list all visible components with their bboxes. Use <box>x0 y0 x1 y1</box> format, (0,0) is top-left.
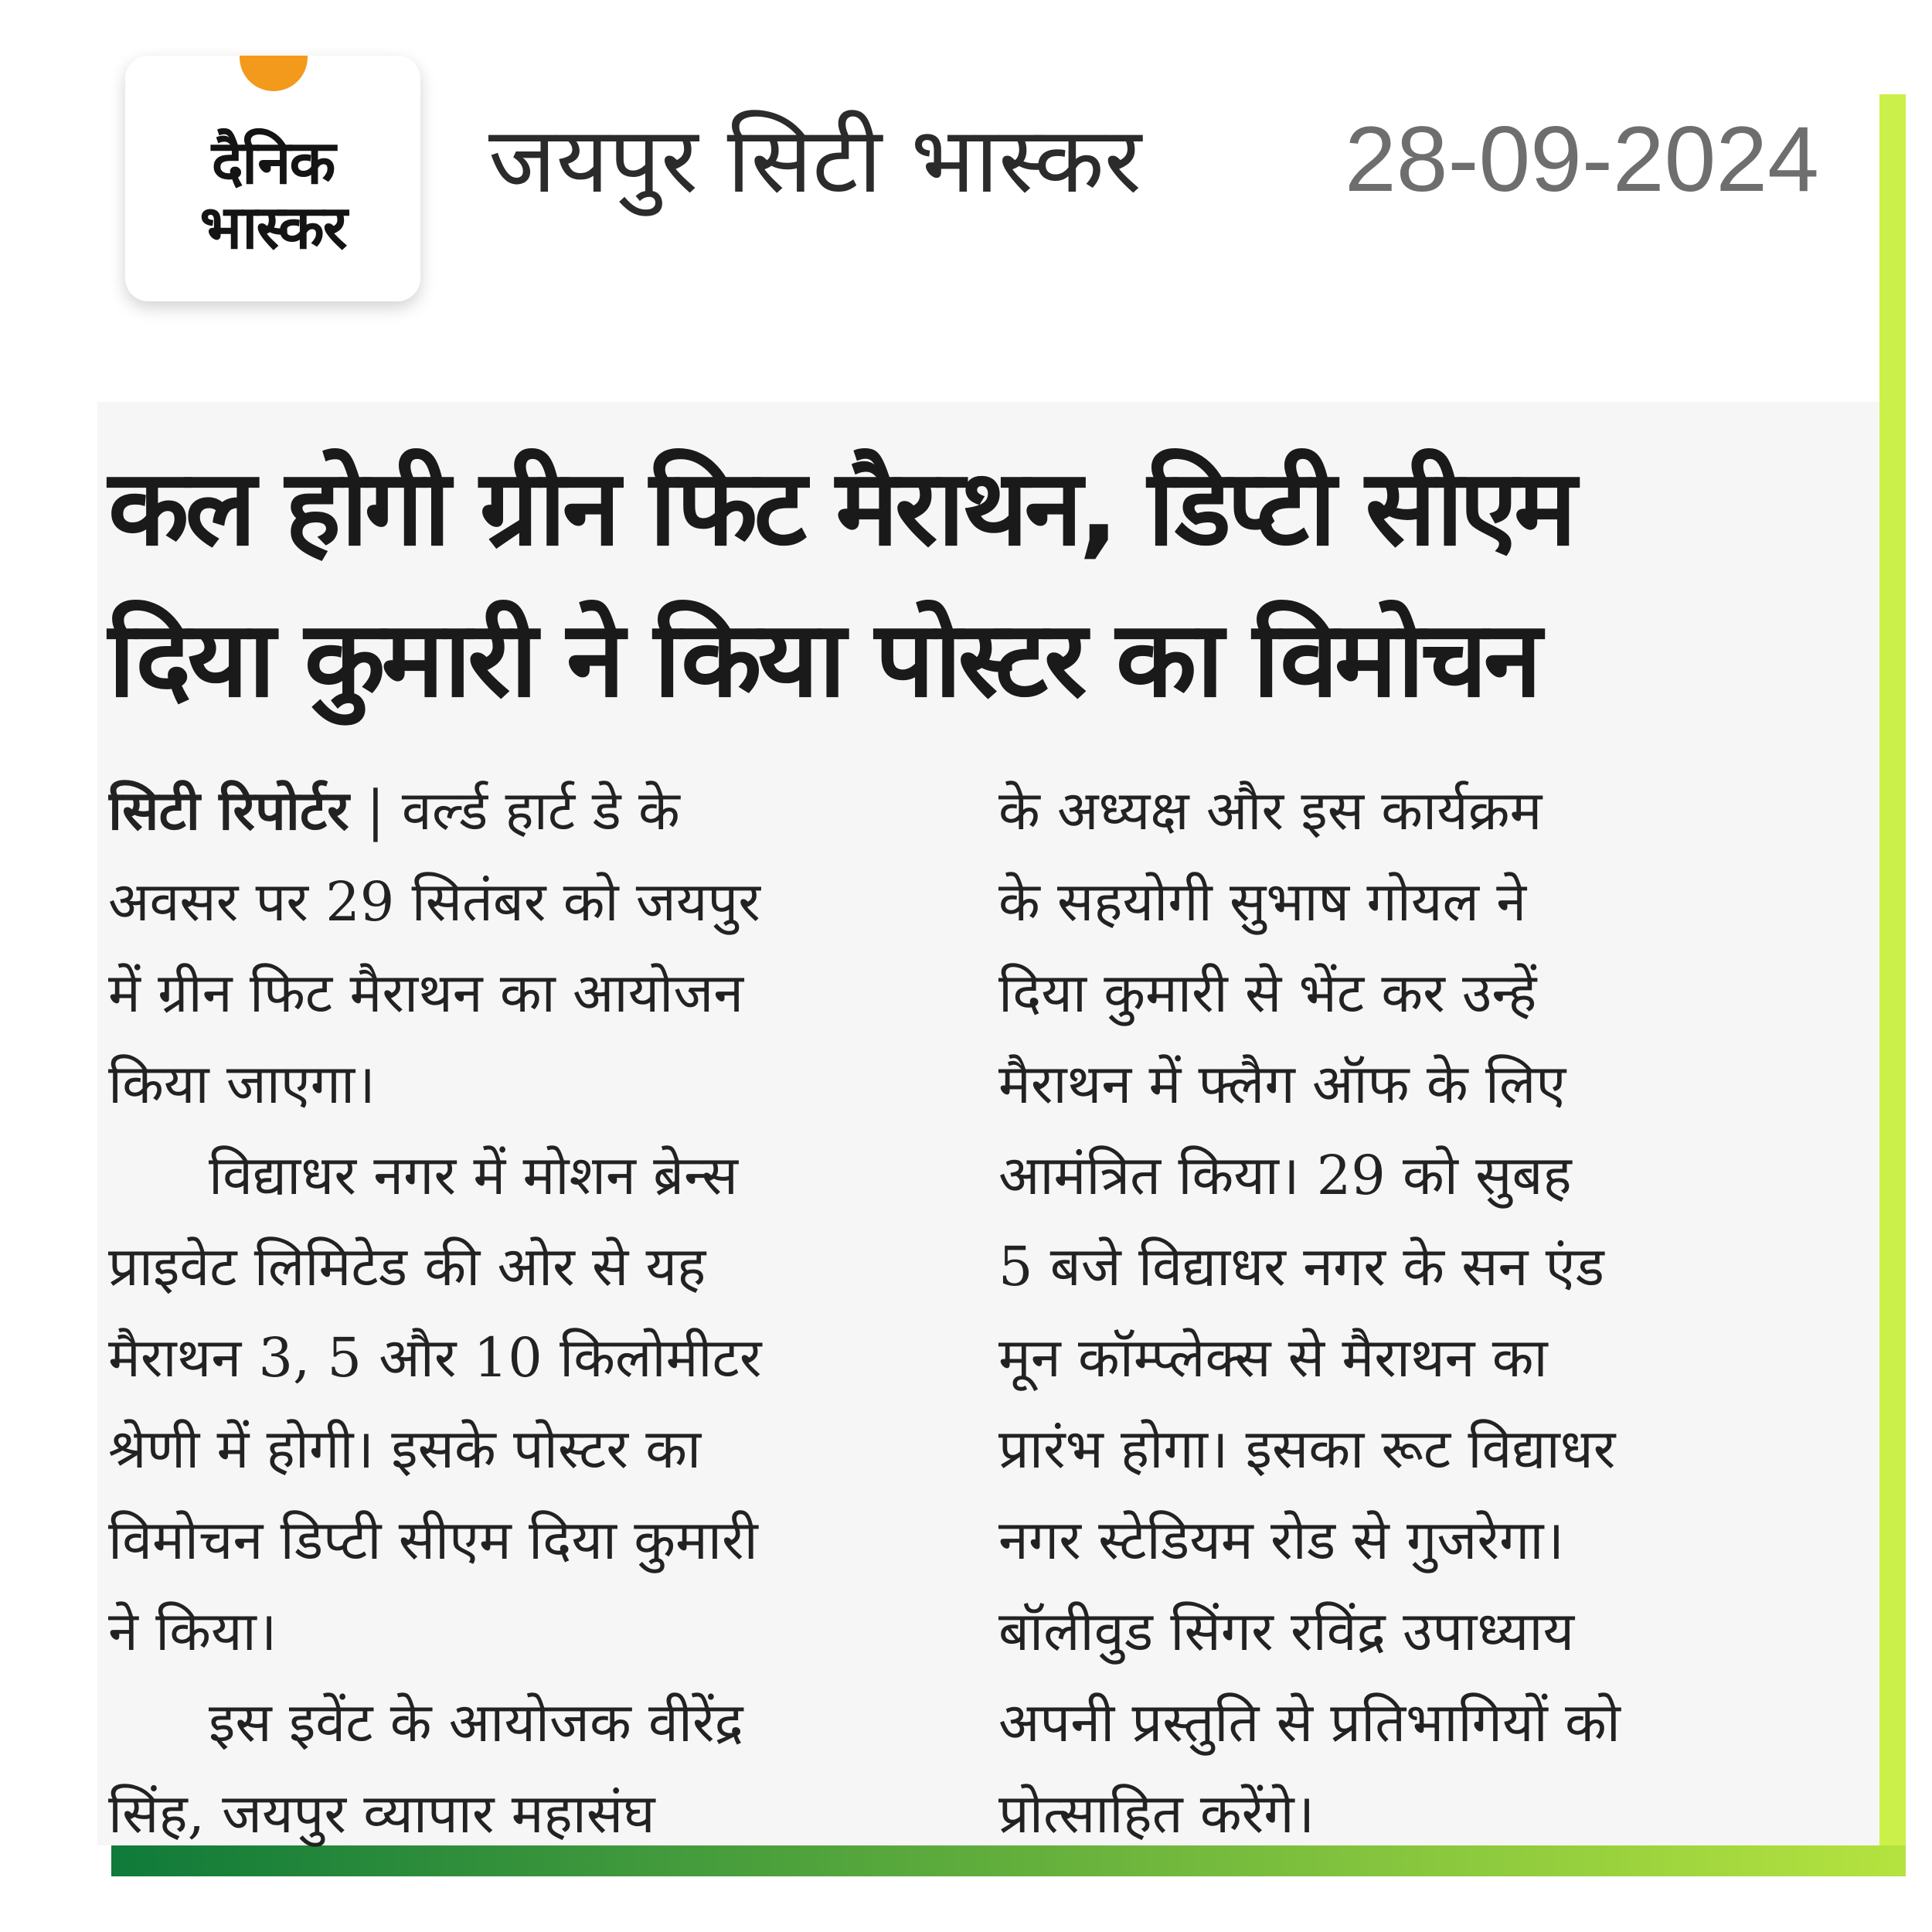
column-line: अवसर पर 29 सितंबर को जयपुर <box>108 870 760 934</box>
column-line: आमंत्रित किया। 29 को सुबह <box>998 1144 1572 1207</box>
column-line: प्रोत्साहित करेंगे। <box>998 1782 1315 1845</box>
column-line: इस इवेंट के आयोजक वीरेंद्र <box>209 1691 743 1754</box>
frame-right-border <box>1879 94 1906 1867</box>
column-line: मैराथन में फ्लैग ऑफ के लिए <box>998 1053 1566 1116</box>
column-line: 5 बजे विद्याधर नगर के सन एंड <box>998 1235 1604 1298</box>
byline: सिटी रिपोर्टर <box>108 778 349 842</box>
logo-text-line2: भास्कर <box>199 193 346 263</box>
headline-line: दिया कुमारी ने किया पोस्टर का विमोचन <box>108 599 1539 721</box>
column-line: मून कॉम्प्लेक्स से मैराथन का <box>998 1326 1548 1389</box>
column-line: विमोचन डिप्टी सीएम दिया कुमारी <box>108 1509 758 1572</box>
newspaper-logo <box>125 56 420 301</box>
article-column-left <box>108 765 923 1859</box>
column-line: प्राइवेट लिमिटेड की ओर से यह <box>108 1235 706 1298</box>
sun-icon <box>240 56 308 91</box>
column-line: मैराथन 3, 5 और 10 किलोमीटर <box>108 1326 762 1389</box>
column-line: अपनी प्रस्तुति से प्रतिभागियों को <box>998 1691 1621 1754</box>
column-line <box>108 765 923 856</box>
column-line: बॉलीवुड सिंगर रविंद्र उपाध्याय <box>998 1600 1575 1663</box>
column-line: दिया कुमारी से भेंट कर उन्हें <box>998 961 1537 1025</box>
publication-date: 28-09-2024 <box>1345 107 1819 211</box>
column-line: प्रारंभ होगा। इसका रूट विद्याधर <box>998 1417 1616 1481</box>
edition-title: जयपुर सिटी भास्कर <box>488 107 1141 213</box>
logo-text-line1: दैनिक <box>211 128 335 198</box>
headline <box>108 433 1824 736</box>
column-line: के अध्यक्ष और इस कार्यक्रम <box>998 779 1543 842</box>
column-line: विद्याधर नगर में मोशन ब्रेन्स <box>209 1144 738 1207</box>
column-line: श्रेणी में होगी। इसके पोस्टर का <box>108 1417 702 1481</box>
column-line: नगर स्टेडियम रोड से गुजरेगा। <box>998 1509 1565 1572</box>
column-line: में ग्रीन फिट मैराथन का आयोजन <box>108 961 744 1025</box>
column-line: सिंह, जयपुर व्यापार महासंघ <box>108 1782 655 1845</box>
column-line: किया जाएगा। <box>108 1053 376 1116</box>
article-column-right <box>998 765 1814 1859</box>
column-line-text: | वर्ल्ड हार्ट डे के <box>366 779 680 842</box>
column-line: ने किया। <box>108 1600 277 1663</box>
headline-line: कल होगी ग्रीन फिट मैराथन, डिप्टी सीएम <box>108 447 1573 570</box>
column-line: के सहयोगी सुभाष गोयल ने <box>998 870 1527 934</box>
